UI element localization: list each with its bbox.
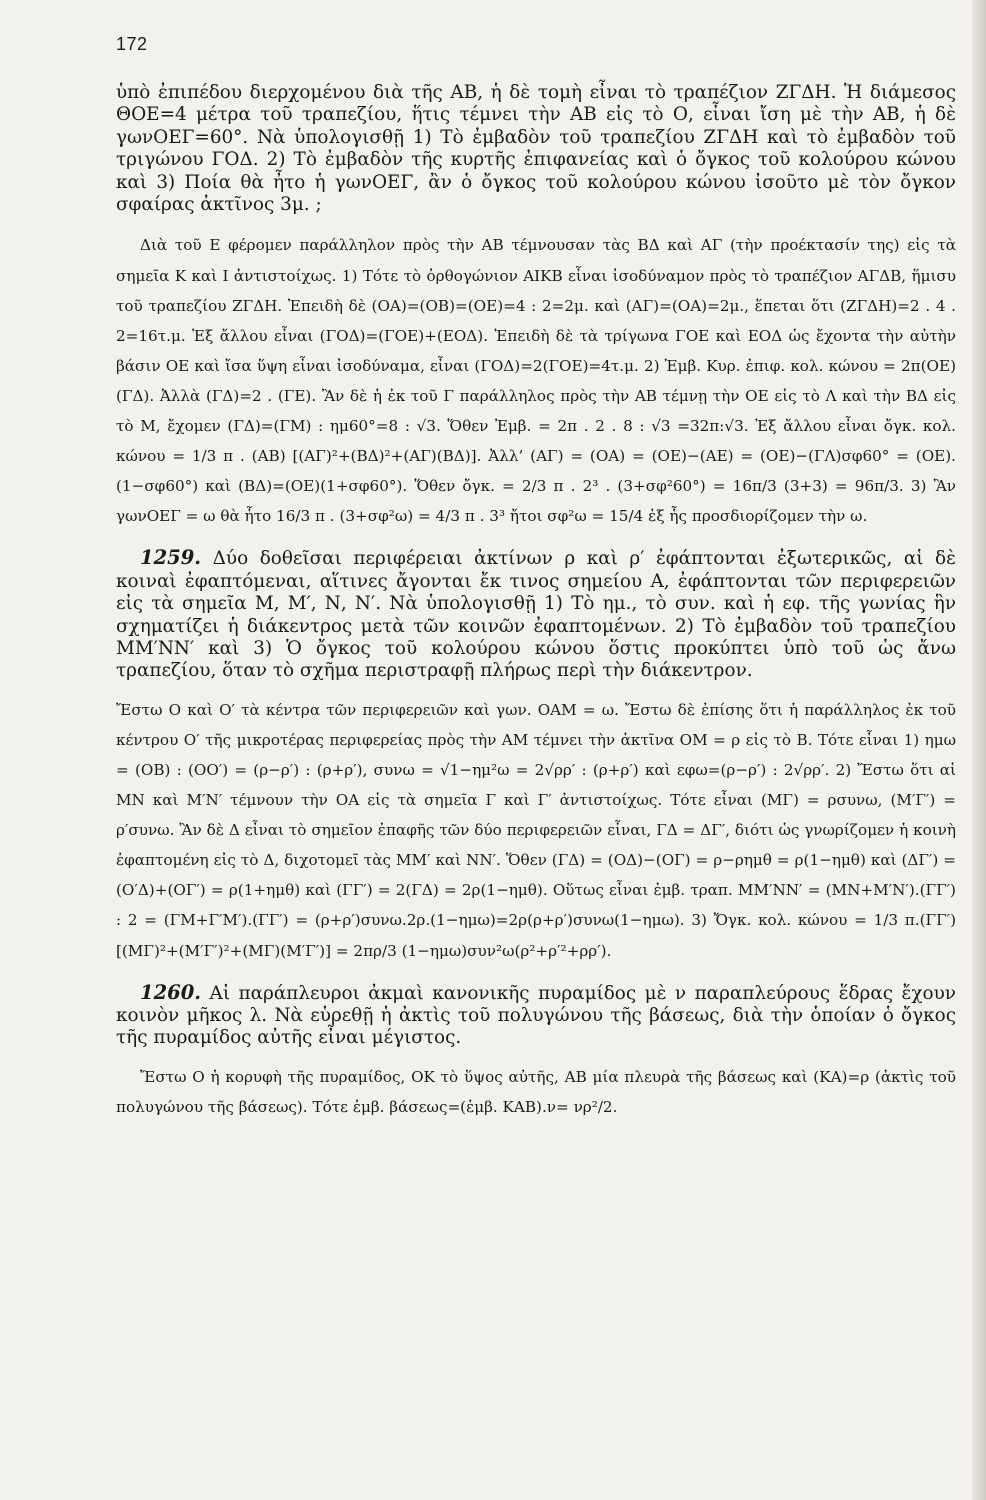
problem-1260-number: 1260.	[140, 980, 202, 1004]
problem-1259-statement	[116, 547, 956, 682]
problem-1260-statement	[116, 982, 956, 1050]
page-body	[116, 82, 956, 1122]
page-number: 172	[116, 34, 148, 54]
solution-1258: Διὰ τοῦ Ε φέρομεν παράλληλον πρὸς τὴν ΑΒ τέμνουσαν τὰς ΒΔ καὶ ΑΓ (τὴν προέκτασίν της) εἰς τὰ σημεῖα Κ καὶ Ι ἀντιστοίχως. 1) Τότε τὸ ὀρθογώνιον ΑΙΚΒ εἶναι ἰσοδύναμον πρὸς τὸ τραπέζιον ΑΓΔΒ, ἥμισυ τοῦ τραπεζίου ΖΓΔΗ. Ἐπειδὴ δὲ (ΟΑ)=(ΟΒ)=(ΟΕ)=4 : 2=2μ. καὶ (ΑΓ)=(ΟΑ)=2μ., ἕπεται ὅτι (ΖΓΔΗ)=2 . 4 . 2=16τ.μ. Ἐξ ἄλλου εἶναι (ΓΟΔ)=(ΓΟΕ)+(ΕΟΔ). Ἐπειδὴ δὲ τὰ τρίγωνα ΓΟΕ καὶ ΕΟΔ ὡς ἔχοντα τὴν αὐτὴν βάσιν ΟΕ καὶ ἴσα ὕψη εἶναι ἰσοδύναμα, εἶναι (ΓΟΔ)=2(ΓΟΕ)=4τ.μ. 2) Ἐμβ. Κυρ. ἐπιφ. κολ. κώνου = 2π(ΟΕ)(ΓΔ). Ἀλλὰ (ΓΔ)=2 . (ΓΕ). Ἂν δὲ ἡ ἐκ τοῦ Γ παράλληλος πρὸς τὴν ΑΒ τέμνῃ τὴν ΟΕ εἰς τὸ Λ καὶ τὴν ΒΔ εἰς τὸ Μ, ἔχομεν (ΓΔ)=(ΓΜ) : ημ60°=8 : √3. Ὅθεν Ἐμβ. = 2π . 2 . 8 : √3 =32π:√3. Ἐξ ἄλλου εἶναι ὄγκ. κολ. κώνου = 1/3 π . (ΑΒ) [(ΑΓ)²+(ΒΔ)²+(ΑΓ)(ΒΔ)]. Ἀλλ’ (ΑΓ) = (ΟΑ) = (ΟΕ)−(ΑΕ) = (ΟΕ)−(ΓΛ)σφ60° = (ΟΕ).(1−σφ60°) καὶ (ΒΔ)=(ΟΕ)(1+σφ60°). Ὅθεν ὄγκ. = 2/3 π . 2³ . (3+σφ²60°) = 16π/3 (3+3) = 96π/3. 3) Ἂν γωνΟΕΓ = ω θὰ ἦτο 16/3 π . (3+σφ²ω) = 4/3 π . 3³ ἤτοι σφ²ω = 15/4 ἐξ ἧς προσδιορίζομεν τὴν ω.	[116, 236, 956, 526]
solution-1260: Ἔστω Ο ἡ κορυφὴ τῆς πυραμίδος, ΟΚ τὸ ὕψος αὐτῆς, ΑΒ μία πλευρὰ τῆς βάσεως καὶ (ΚΑ)=ρ (ἀκτὶς τοῦ πολυγώνου τῆς βάσεως). Τότε ἐμβ. βάσεως=(ἐμβ. ΚΑΒ).ν= νρ²/2.	[116, 1067, 956, 1116]
page-edge-shadow	[972, 0, 986, 1500]
problem-1259-number: 1259.	[140, 546, 202, 570]
solution-1259: Ἔστω Ο καὶ Ο′ τὰ κέντρα τῶν περιφερειῶν καὶ γων. ΟΑΜ = ω. Ἔστω δὲ ἐπίσης ὅτι ἡ παράλληλος ἐκ τοῦ κέντρου Ο′ τῆς μικροτέρας περιφερείας πρὸς τὴν ΑΜ τέμνει τὴν ἀκτῖνα ΟΜ = ρ εἰς τὸ Β. Τότε εἶναι 1) ημω = (ΟΒ) : (ΟΟ′) = (ρ−ρ′) : (ρ+ρ′), συνω = √1−ημ²ω = 2√ρρ′ : (ρ+ρ′) καὶ εφω=(ρ−ρ′) : 2√ρρ′. 2) Ἔστω ὅτι αἱ ΜΝ καὶ Μ′Ν′ τέμνουν τὴν ΟΑ εἰς τὰ σημεῖα Γ καὶ Γ′ ἀντιστοίχως. Τότε εἶναι (ΜΓ) = ρσυνω, (Μ′Γ′) = ρ′συνω. Ἂν δὲ Δ εἶναι τὸ σημεῖον ἐπαφῆς τῶν δύο περιφερειῶν εἶναι, ΓΔ = ΔΓ′, διότι ὡς γνωρίζομεν ἡ κοινὴ ἐφαπτομένη εἰς τὸ Δ, διχοτομεῖ τὰς ΜΜ′ καὶ ΝΝ′. Ὅθεν (ΓΔ) = (ΟΔ)−(ΟΓ) = ρ−ρημθ = ρ(1−ημθ) καὶ (ΔΓ′) = (Ο′Δ)+(ΟΓ′) = ρ(1+ημθ) καὶ (ΓΓ′) = 2(ΓΔ) = 2ρ(1−ημθ). Οὕτως εἶναι ἐμβ. τραπ. ΜΜ′ΝΝ′ = (ΜΝ+Μ′Ν′).(ΓΓ′) : 2 = (ΓΜ+Γ′Μ′).(ΓΓ′) = (ρ+ρ′)συνω.2ρ.(1−ημω)=2ρ(ρ+ρ′)συνω(1−ημω). 3) Ὄγκ. κολ. κώνου = 1/3 π.(ΓΓ′)[(ΜΓ)²+(Μ′Γ′)²+(ΜΓ)(Μ′Γ′)] = 2πρ/3 (1−ημω)συν²ω(ρ²+ρ′²+ρρ′).	[116, 700, 956, 960]
problem-1260-text: Αἱ παράπλευροι ἀκμαὶ κανονικῆς πυραμίδος μὲ ν παραπλεύρους ἕδρας ἔχουν κοινὸν μῆκος λ. Νὰ εὑρεθῇ ἡ ἀκτὶς τοῦ πολυγώνου τῆς βάσεως, διὰ τὴν ὁποίαν ὁ ὄγκος τῆς πυραμίδος αὐτῆς εἶναι μέγιστος.	[116, 982, 956, 1049]
problem-1259-text: Δύο δοθεῖσαι περιφέρειαι ἀκτίνων ρ καὶ ρ′ ἐφάπτονται ἐξωτερικῶς, αἱ δὲ κοιναὶ ἐφαπτόμεναι, αἵτινες ἄγονται ἔκ τινος σημείου Α, ἐφάπτονται τῶν περιφερειῶν εἰς τὰ σημεῖα Μ, Μ′, Ν, Ν′. Νὰ ὑπολογισθῇ 1) Τὸ ημ., τὸ συν. καὶ ἡ εφ. τῆς γωνίας ἣν σχηματίζει ἡ διάκεντρος μετὰ τῶν κοινῶν ἐφαπτομένων. 2) Τὸ ἐμβαδὸν τοῦ τραπεζίου ΜΜ′ΝΝ′ καὶ 3) Ὁ ὄγκος τοῦ κολούρου κώνου ὅστις προκύπτει ὑπὸ τοῦ ὡς ἄνω τραπεζίου, ὅταν τὸ σχῆμα περιστραφῇ πλήρως περὶ τὴν διάκεντρον.	[116, 548, 956, 682]
problem-1258-statement: ὑπὸ ἐπιπέδου διερχομένου διὰ τῆς ΑΒ, ἡ δὲ τομὴ εἶναι τὸ τραπέζιον ΖΓΔΗ. Ἡ διάμεσος ΘΟΕ=4 μέτρα τοῦ τραπεζίου, ἥτις τέμνει τὴν ΑΒ εἰς τὸ Ο, εἶναι ἴση μὲ τὴν ΑΒ, ἡ δὲ γωνΟΕΓ=60°. Νὰ ὑπολογισθῇ 1) Τὸ ἐμβαδὸν τοῦ τραπεζίου ΖΓΔΗ καὶ τὸ ἐμβαδὸν τοῦ τριγώνου ΓΟΔ. 2) Τὸ ἐμβαδὸν τῆς κυρτῆς ἐπιφανείας καὶ ὁ ὄγκος τοῦ κολούρου κώνου καὶ 3) Ποία θὰ ἦτο ἡ γωνΟΕΓ, ἂν ὁ ὄγκος τοῦ κολούρου κώνου ἰσοῦτο μὲ τὸν ὄγκον σφαίρας ἀκτῖνος 3μ. ;	[116, 82, 956, 216]
